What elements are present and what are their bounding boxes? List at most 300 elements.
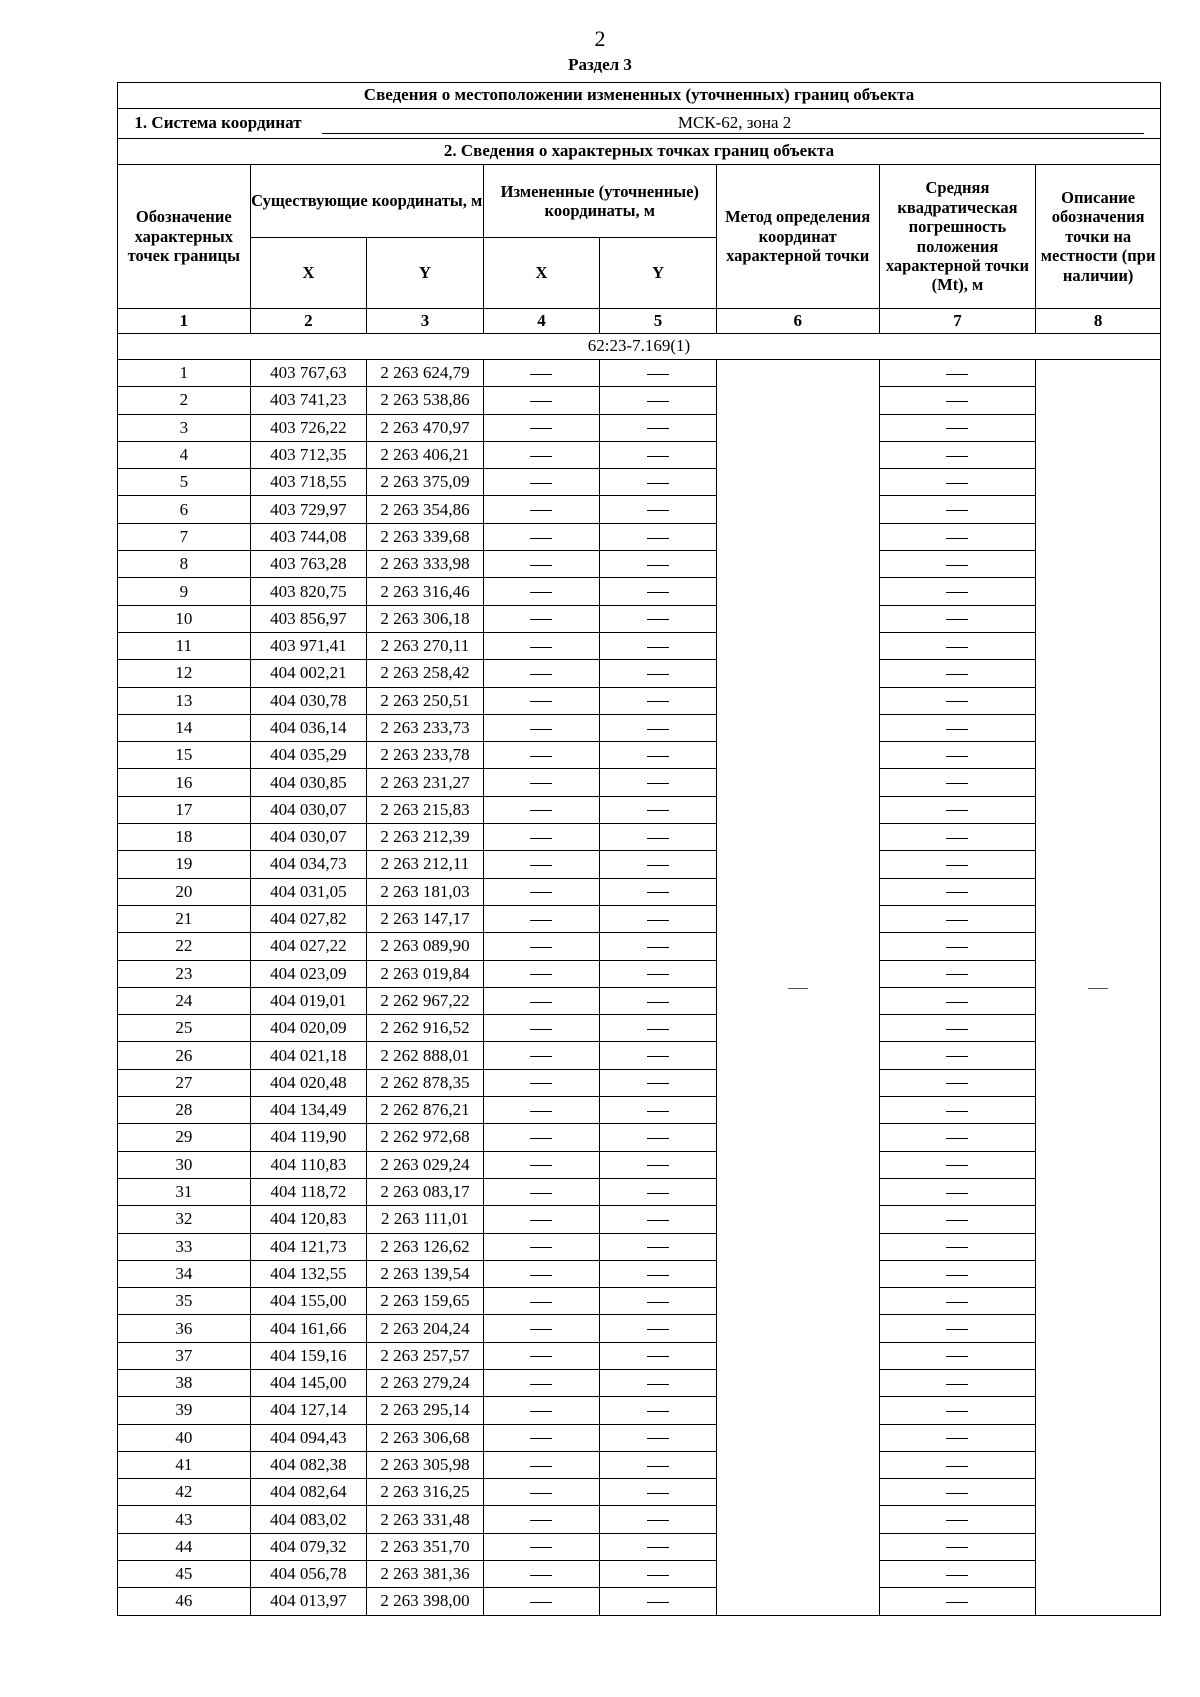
dash-mark: [946, 1083, 968, 1084]
changed-x: [483, 1369, 600, 1396]
coord-system: [118, 109, 1161, 139]
table-row: [118, 1151, 1161, 1178]
dash-mark: [647, 892, 669, 893]
dash-mark: [530, 756, 552, 757]
dash-mark: [647, 1193, 669, 1194]
error-cell: [879, 1206, 1036, 1233]
existing-x: 404 120,83: [250, 1206, 367, 1233]
header-existing-coords: Существующие координаты, м: [250, 165, 483, 238]
existing-y: 2 263 233,73: [367, 714, 484, 741]
changed-x: [483, 632, 600, 659]
changed-y: [600, 1233, 717, 1260]
cadastral-number: 62:23-7.169(1): [118, 334, 1161, 360]
table-row: [118, 469, 1161, 496]
table-row: [118, 960, 1161, 987]
existing-x: 403 971,41: [250, 632, 367, 659]
error-cell: [879, 1315, 1036, 1342]
dash-mark: [530, 1356, 552, 1357]
dash-mark: [946, 619, 968, 620]
dash-mark: [530, 1138, 552, 1139]
existing-y: 2 263 126,62: [367, 1233, 484, 1260]
changed-y: [600, 796, 717, 823]
existing-y: 2 263 354,86: [367, 496, 484, 523]
dash-mark: [647, 619, 669, 620]
point-number: 41: [118, 1451, 251, 1478]
dash-mark: [530, 401, 552, 402]
dash-mark: [647, 1520, 669, 1521]
existing-x: 404 020,09: [250, 1015, 367, 1042]
existing-y: 2 263 306,18: [367, 605, 484, 632]
error-cell: [879, 1479, 1036, 1506]
dash-mark: [530, 1438, 552, 1439]
dash-mark: [530, 538, 552, 539]
dash-mark: [647, 1247, 669, 1248]
changed-y: [600, 1097, 717, 1124]
dash-mark: [946, 1220, 968, 1221]
dash-mark: [647, 1220, 669, 1221]
dash-mark: [946, 892, 968, 893]
dash-mark: [647, 974, 669, 975]
error-cell: [879, 387, 1036, 414]
point-number: 5: [118, 469, 251, 496]
changed-x: [483, 769, 600, 796]
error-cell: [879, 714, 1036, 741]
point-number: 4: [118, 441, 251, 468]
point-number: 33: [118, 1233, 251, 1260]
table-row: [118, 1369, 1161, 1396]
existing-x: 404 034,73: [250, 851, 367, 878]
changed-x: [483, 578, 600, 605]
existing-x: 403 741,23: [250, 387, 367, 414]
point-number: 7: [118, 523, 251, 550]
dash-mark: [530, 510, 552, 511]
changed-x: [483, 742, 600, 769]
dash-mark: [946, 1056, 968, 1057]
dash-mark: [647, 401, 669, 402]
existing-x: 404 020,48: [250, 1069, 367, 1096]
dash-mark: [530, 1220, 552, 1221]
error-cell: [879, 1178, 1036, 1205]
table-row: [118, 1260, 1161, 1287]
changed-x: [483, 1506, 600, 1533]
changed-y: [600, 1206, 717, 1233]
dash-mark: [946, 647, 968, 648]
existing-y: 2 263 279,24: [367, 1369, 484, 1396]
point-number: 34: [118, 1260, 251, 1287]
changed-y: [600, 905, 717, 932]
table-row: [118, 905, 1161, 932]
table-row: [118, 878, 1161, 905]
changed-y: [600, 1315, 717, 1342]
point-number: 21: [118, 905, 251, 932]
table-row: [118, 414, 1161, 441]
point-number: 12: [118, 660, 251, 687]
point-number: 28: [118, 1097, 251, 1124]
changed-y: [600, 987, 717, 1014]
header-description: Описание обозначения точки на местности (при наличии): [1036, 165, 1161, 309]
dash-mark: [530, 1056, 552, 1057]
dash-mark: [1088, 988, 1108, 989]
changed-x: [483, 1533, 600, 1560]
table-row: [118, 551, 1161, 578]
dash-mark: [530, 565, 552, 566]
dash-mark: [946, 538, 968, 539]
error-cell: [879, 933, 1036, 960]
error-cell: [879, 742, 1036, 769]
dash-mark: [530, 1165, 552, 1166]
dash-mark: [946, 401, 968, 402]
table-row: [118, 1233, 1161, 1260]
dash-mark: [647, 1493, 669, 1494]
error-cell: [879, 469, 1036, 496]
dash-mark: [530, 674, 552, 675]
error-cell: [879, 441, 1036, 468]
dash-mark: [647, 838, 669, 839]
changed-x: [483, 987, 600, 1014]
point-number: 39: [118, 1397, 251, 1424]
existing-x: 404 013,97: [250, 1588, 367, 1615]
dash-mark: [647, 1083, 669, 1084]
dash-mark: [647, 674, 669, 675]
changed-y: [600, 687, 717, 714]
table-row: [118, 1424, 1161, 1451]
table-row: [118, 1178, 1161, 1205]
dash-mark: [647, 1002, 669, 1003]
section-title: Раздел 3: [568, 55, 632, 74]
changed-x: [483, 824, 600, 851]
existing-y: 2 263 257,57: [367, 1342, 484, 1369]
dash-mark: [530, 1602, 552, 1603]
existing-y: 2 262 967,22: [367, 987, 484, 1014]
existing-x: 403 763,28: [250, 551, 367, 578]
existing-y: 2 263 231,27: [367, 769, 484, 796]
existing-x: 404 155,00: [250, 1288, 367, 1315]
coord-system-value: МСК-62, зона 2: [322, 113, 1144, 134]
dash-mark: [647, 756, 669, 757]
existing-y: 2 263 305,98: [367, 1451, 484, 1478]
existing-x: 404 030,85: [250, 769, 367, 796]
dash-mark: [530, 374, 552, 375]
dash-mark: [647, 510, 669, 511]
dash-mark: [946, 701, 968, 702]
changed-x: [483, 1069, 600, 1096]
dash-mark: [946, 920, 968, 921]
coord-system-label: 1. Система координат: [134, 112, 302, 132]
changed-x: [483, 1260, 600, 1287]
column-number: 1: [118, 309, 251, 334]
existing-y: 2 263 331,48: [367, 1506, 484, 1533]
changed-x: [483, 1451, 600, 1478]
changed-y: [600, 960, 717, 987]
existing-x: 403 767,63: [250, 360, 367, 387]
error-cell: [879, 1424, 1036, 1451]
changed-y: [600, 1397, 717, 1424]
header-y-changed: Y: [600, 238, 717, 309]
table-row: [118, 1451, 1161, 1478]
changed-x: [483, 1424, 600, 1451]
header-error: Средняя квадратическая погрешность положения характерной точки (Mt), м: [879, 165, 1036, 309]
table-row: [118, 769, 1161, 796]
dash-mark: [530, 1329, 552, 1330]
existing-y: 2 262 878,35: [367, 1069, 484, 1096]
existing-x: 404 027,82: [250, 905, 367, 932]
changed-y: [600, 1533, 717, 1560]
dash-mark: [946, 1029, 968, 1030]
point-number: 1: [118, 360, 251, 387]
point-number: 32: [118, 1206, 251, 1233]
existing-y: 2 263 029,24: [367, 1151, 484, 1178]
changed-y: [600, 824, 717, 851]
dash-mark: [647, 920, 669, 921]
table-row: [118, 824, 1161, 851]
point-number: 19: [118, 851, 251, 878]
changed-x: [483, 1342, 600, 1369]
dash-mark: [946, 865, 968, 866]
table-row: [118, 1506, 1161, 1533]
error-cell: [879, 551, 1036, 578]
dash-mark: [530, 1520, 552, 1521]
dash-mark: [647, 1165, 669, 1166]
table-title: Сведения о местоположении измененных (уточненных) границ объекта: [118, 83, 1161, 109]
point-number: 2: [118, 387, 251, 414]
dash-mark: [647, 592, 669, 593]
column-number: 8: [1036, 309, 1161, 334]
existing-x: 404 145,00: [250, 1369, 367, 1396]
changed-y: [600, 851, 717, 878]
existing-x: 404 082,38: [250, 1451, 367, 1478]
point-number: 10: [118, 605, 251, 632]
dash-mark: [946, 947, 968, 948]
table-row: [118, 1288, 1161, 1315]
dash-mark: [647, 1029, 669, 1030]
changed-y: [600, 1069, 717, 1096]
error-cell: [879, 1097, 1036, 1124]
dash-mark: [530, 1029, 552, 1030]
error-cell: [879, 1151, 1036, 1178]
changed-y: [600, 1479, 717, 1506]
dash-mark: [946, 428, 968, 429]
table-row: [118, 441, 1161, 468]
changed-y: [600, 1424, 717, 1451]
dash-mark: [647, 374, 669, 375]
changed-y: [600, 1561, 717, 1588]
dash-mark: [530, 1002, 552, 1003]
table-row: [118, 360, 1161, 387]
existing-x: 404 079,32: [250, 1533, 367, 1560]
dash-mark: [647, 1575, 669, 1576]
dash-mark: [530, 920, 552, 921]
dash-mark: [946, 1520, 968, 1521]
boundary-points-table: [117, 82, 1161, 1616]
table-row: [118, 605, 1161, 632]
dash-mark: [946, 374, 968, 375]
error-cell: [879, 578, 1036, 605]
header-x-existing: X: [250, 238, 367, 309]
error-cell: [879, 796, 1036, 823]
header-method: Метод определения координат характерной точки: [716, 165, 879, 309]
existing-y: 2 263 398,00: [367, 1588, 484, 1615]
changed-y: [600, 1369, 717, 1396]
existing-y: 2 263 316,46: [367, 578, 484, 605]
existing-y: 2 262 916,52: [367, 1015, 484, 1042]
table-row: [118, 933, 1161, 960]
dash-mark: [530, 1466, 552, 1467]
dash-mark: [647, 1329, 669, 1330]
point-number: 30: [118, 1151, 251, 1178]
changed-x: [483, 551, 600, 578]
dash-mark: [530, 1275, 552, 1276]
table-row: [118, 496, 1161, 523]
dash-mark: [946, 1329, 968, 1330]
table-row: [118, 660, 1161, 687]
error-cell: [879, 687, 1036, 714]
dash-mark: [530, 1547, 552, 1548]
dash-mark: [530, 1384, 552, 1385]
dash-mark: [647, 810, 669, 811]
dash-mark: [530, 1575, 552, 1576]
existing-x: 403 712,35: [250, 441, 367, 468]
existing-x: 404 161,66: [250, 1315, 367, 1342]
dash-mark: [530, 810, 552, 811]
changed-y: [600, 496, 717, 523]
error-cell: [879, 1506, 1036, 1533]
dash-mark: [530, 783, 552, 784]
changed-y: [600, 441, 717, 468]
dash-mark: [530, 947, 552, 948]
error-cell: [879, 1288, 1036, 1315]
existing-y: 2 263 316,25: [367, 1479, 484, 1506]
changed-y: [600, 551, 717, 578]
existing-x: 404 021,18: [250, 1042, 367, 1069]
dash-mark: [647, 1138, 669, 1139]
dash-mark: [530, 729, 552, 730]
existing-x: 404 127,14: [250, 1397, 367, 1424]
dash-mark: [946, 1247, 968, 1248]
table-row: [118, 851, 1161, 878]
point-number: 15: [118, 742, 251, 769]
existing-y: 2 263 270,11: [367, 632, 484, 659]
changed-x: [483, 660, 600, 687]
point-number: 46: [118, 1588, 251, 1615]
point-number: 40: [118, 1424, 251, 1451]
error-cell: [879, 360, 1036, 387]
existing-x: 404 036,14: [250, 714, 367, 741]
dash-mark: [647, 1602, 669, 1603]
changed-x: [483, 933, 600, 960]
existing-y: 2 263 019,84: [367, 960, 484, 987]
error-cell: [879, 1233, 1036, 1260]
existing-x: 403 729,97: [250, 496, 367, 523]
existing-y: 2 263 295,14: [367, 1397, 484, 1424]
point-number: 37: [118, 1342, 251, 1369]
dash-mark: [946, 1575, 968, 1576]
table-row: [118, 1315, 1161, 1342]
existing-x: 404 031,05: [250, 878, 367, 905]
dash-mark: [647, 1111, 669, 1112]
point-number: 20: [118, 878, 251, 905]
changed-y: [600, 878, 717, 905]
point-number: 6: [118, 496, 251, 523]
column-number: 2: [250, 309, 367, 334]
error-cell: [879, 1533, 1036, 1560]
table-row: [118, 1069, 1161, 1096]
dash-mark: [946, 1466, 968, 1467]
error-cell: [879, 1342, 1036, 1369]
existing-x: 404 030,78: [250, 687, 367, 714]
existing-y: 2 263 233,78: [367, 742, 484, 769]
changed-y: [600, 1015, 717, 1042]
changed-y: [600, 1342, 717, 1369]
dash-mark: [946, 674, 968, 675]
table-row: [118, 714, 1161, 741]
error-cell: [879, 1260, 1036, 1287]
table-row: [118, 796, 1161, 823]
changed-y: [600, 1151, 717, 1178]
point-number: 35: [118, 1288, 251, 1315]
error-cell: [879, 660, 1036, 687]
changed-y: [600, 1042, 717, 1069]
changed-x: [483, 1015, 600, 1042]
changed-y: [600, 360, 717, 387]
changed-y: [600, 1588, 717, 1615]
error-cell: [879, 1369, 1036, 1396]
existing-y: 2 263 339,68: [367, 523, 484, 550]
dash-mark: [530, 1247, 552, 1248]
existing-x: 404 094,43: [250, 1424, 367, 1451]
dash-mark: [946, 1547, 968, 1548]
error-cell: [879, 1015, 1036, 1042]
changed-x: [483, 1097, 600, 1124]
dash-mark: [530, 428, 552, 429]
error-cell: [879, 824, 1036, 851]
dash-mark: [530, 619, 552, 620]
dash-mark: [946, 510, 968, 511]
dash-mark: [647, 1056, 669, 1057]
point-number: 11: [118, 632, 251, 659]
error-cell: [879, 878, 1036, 905]
table-row: [118, 1206, 1161, 1233]
column-number: 7: [879, 309, 1036, 334]
dash-mark: [946, 592, 968, 593]
changed-y: [600, 769, 717, 796]
changed-y: [600, 714, 717, 741]
existing-y: 2 262 876,21: [367, 1097, 484, 1124]
point-number: 9: [118, 578, 251, 605]
existing-y: 2 263 470,97: [367, 414, 484, 441]
dash-mark: [530, 701, 552, 702]
dash-mark: [530, 838, 552, 839]
point-number: 44: [118, 1533, 251, 1560]
changed-y: [600, 1124, 717, 1151]
point-number: 25: [118, 1015, 251, 1042]
changed-x: [483, 1288, 600, 1315]
dash-mark: [530, 456, 552, 457]
changed-x: [483, 687, 600, 714]
point-number: 16: [118, 769, 251, 796]
dash-mark: [946, 1384, 968, 1385]
existing-y: 2 263 204,24: [367, 1315, 484, 1342]
error-cell: [879, 1042, 1036, 1069]
dash-mark: [946, 1193, 968, 1194]
dash-mark: [946, 756, 968, 757]
header-changed-coords: Измененные (уточненные) координаты, м: [483, 165, 716, 238]
changed-x: [483, 878, 600, 905]
table-row: [118, 632, 1161, 659]
table-row: [118, 1097, 1161, 1124]
dash-mark: [946, 838, 968, 839]
points-title: 2. Сведения о характерных точках границ объекта: [118, 139, 1161, 165]
table-row: [118, 1561, 1161, 1588]
